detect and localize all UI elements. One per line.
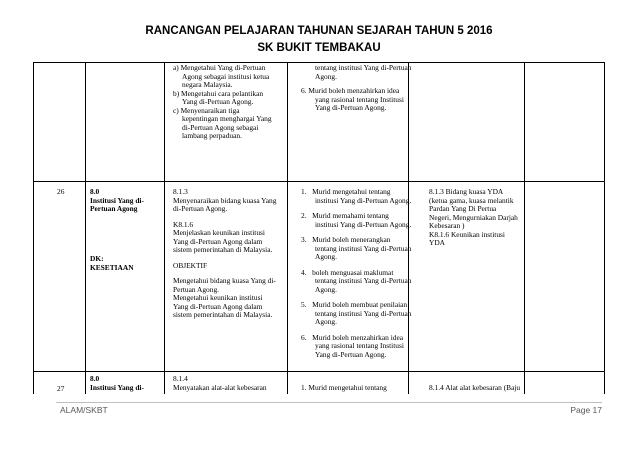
outcome-item: 6. Murid boleh menzahirkan idea yang rasional tentang Institusi Yang di-Pertuan Agong. — [301, 332, 404, 359]
week-number: 26 — [57, 187, 65, 196]
row-divider — [33, 371, 605, 372]
outcome-item: 3. Murid boleh menerangkan tentang institusi Yang di-Pertuan Agong. — [301, 235, 412, 261]
column-divider — [604, 62, 605, 394]
footer-code: ALAM/SKBT — [60, 405, 108, 415]
school-name: SK BUKIT TEMBAKAU — [257, 42, 381, 54]
week-number: 27 — [57, 384, 65, 393]
dk-label: DK: KESETIAAN — [90, 254, 134, 272]
ka-code: K8.1.6 — [173, 219, 194, 229]
notes-cell: 8.1.3 Bidang kuasa YDA (ketua gama, kuasa melantik Pardan Yang Di Pertua Negeri, Mengurniakan Darjah Kebesaran ) K8.1.6 Keunikan institusi YDA — [429, 187, 518, 247]
outcome-item: 5. Murid boleh membuat penilaian tentang institusi Yang di-Pertuan Agong. — [301, 300, 412, 326]
page-number: Page 17 — [570, 405, 602, 415]
column-divider — [524, 62, 525, 394]
objective-heading: OBJEKTIF — [173, 260, 208, 270]
theme-cell: 8.0 Institusi Yang di- Pertuan Agong — [90, 187, 144, 213]
standard-cell: 8.1.3 Menyenaraikan bidang kuasa Yang di-Pertuan Agong. K8.1.6 Menjelaskan keunikan institusi Yang di-Pertuan Agong dalam sistem pemerintahan di Malaysia. OBJEKTIF Mengetahui bidang kuasa Yang di- Pertuan Agong. Mengetahui keunikan institusi Yang di-Pertuan Agong dalam sistem pemerintahan di Malaysia. — [173, 187, 277, 319]
notes-cell: 8.1.4 Alat alat kebesaran (Baju — [429, 383, 521, 392]
row-divider — [33, 181, 605, 182]
theme-cell: 8.0 Institusi Yang di- — [90, 374, 144, 392]
column-divider — [287, 62, 288, 394]
outcome-item: 4. boleh menguasai maklumat tentang institusi Yang di-Pertuan Agong. — [301, 267, 412, 294]
footer-rule — [56, 402, 602, 403]
outcome-item: 2. Murid memahami tentang institusi Yang di-Pertuan Agong. — [301, 211, 412, 229]
outcome-item: 1. Murid mengetahui tentang institusi Yang di-Pertuan Agong. — [301, 187, 412, 205]
standard-code: 8.1.3 — [173, 187, 188, 196]
column-divider — [164, 62, 165, 394]
lesson-plan-table — [33, 62, 605, 394]
column-divider — [33, 62, 34, 394]
outcome-list-cell: tentang institusi Yang di-Pertuan Agong. 6. Murid boleh menzahirkan idea yang rasional tentang Institusi Yang di-Pertuan Agong. — [301, 63, 412, 112]
outcome-cell: 1. Murid mengetahui tentang — [301, 383, 387, 392]
content-list-cell: a) Mengetahui Yang di-Pertuan Agong sebagai institusi ketua negara Malaysia. b) Mengetahui cara pelantikan Yang di-Pertuan Agong. c) Menyenaraikan tiga kepentingan menghargai Yang di-Pertuan Agong sebagai lambang perpaduan. — [173, 63, 272, 140]
document-title: RANCANGAN PELAJARAN TAHUNAN SEJARAH TAHUN 5 2016 — [145, 25, 493, 37]
column-divider — [85, 62, 86, 394]
outcome-cell — [301, 188, 412, 359]
standard-cell: 8.1.4 Menyatakan alat-alat kebesaran — [173, 374, 267, 392]
